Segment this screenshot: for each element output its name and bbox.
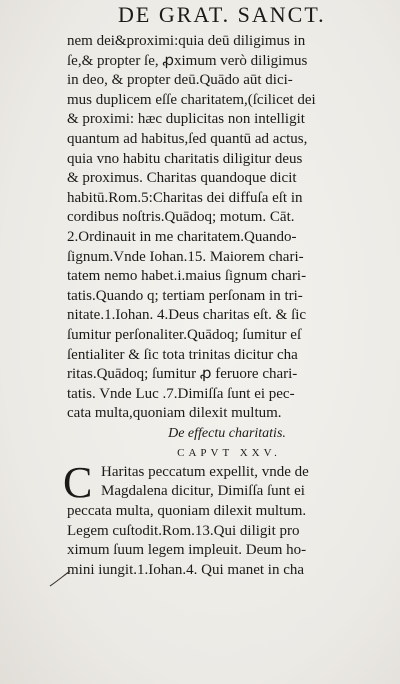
body-line: ſentialiter & ſic tota trinitas dicitur cha	[67, 346, 298, 363]
section-heading: De effectu charitatis.	[168, 425, 286, 441]
body-line: ſumitur perſonaliter.Quādoq; ſumitur eſ	[67, 326, 302, 343]
body-line: quantum ad habitus,ſed quantū ad actus,	[67, 130, 308, 147]
body-line: ritas.Quādoq; ſumitur ꝓ feruore chari-	[67, 366, 298, 383]
body-line: ſignum.Vnde Iohan.15. Maiorem chari-	[67, 248, 304, 265]
chapter-paragraph	[63, 457, 379, 581]
chapter-line: mini iungit.1.Iohan.4. Qui manet in cha	[67, 561, 305, 578]
margin-pen-mark-icon	[48, 568, 72, 588]
drop-capital: C	[63, 457, 93, 507]
body-line: ſe,& propter ſe, ꝓximum verò diligimus	[67, 52, 308, 69]
body-line: & proximi: hæc duplicitas non intelligit	[67, 111, 305, 128]
body-line: & proximus. Charitas quandoque dicit	[67, 170, 297, 187]
chapter-line: ximum ſuum legem impleuit. Deum ho-	[67, 542, 307, 559]
chapter-heading: CAPVT XXV.	[177, 446, 281, 459]
body-line: tatis.Quando q; tertiam perſonam in tri-	[67, 287, 303, 304]
body-line: cordibus noſtris.Quādoq; motum. Cāt.	[67, 209, 295, 226]
body-line: mus duplicem eſſe charitatem,(ſcilicet dei	[67, 91, 316, 108]
body-line: in deo, & propter deū.Quādo aūt dici-	[67, 72, 293, 89]
chapter-line: Legem cuſtodit.Rom.13.Qui diligit pro	[67, 522, 300, 539]
body-line: tatis. Vnde Luc .7.Dimiſſa ſunt ei pec-	[67, 385, 295, 402]
body-line: quia vno habitu charitatis diligitur deus	[67, 150, 303, 167]
text-block	[63, 32, 379, 580]
running-head: DE GRAT. SANCT.	[118, 2, 326, 27]
body-line: tatem nemo habet.i.maius ſignum chari-	[67, 268, 307, 285]
chapter-line: peccata multa, quoniam dilexit multum.	[67, 503, 307, 520]
body-line: cata multa,quoniam dilexit multum.	[67, 405, 282, 422]
chapter-line: Haritas peccatum expellit, vnde de	[101, 463, 309, 480]
body-line: habitū.Rom.5:Charitas dei diffuſa eſt in	[67, 189, 303, 206]
body-line: 2.Ordinauit in me charitatem.Quando-	[67, 228, 297, 245]
chapter-line: Magdalena dicitur, Dimiſſa ſunt ei	[101, 483, 305, 500]
body-line: nem dei&proximi:quia deū diligimus in	[67, 33, 306, 49]
body-line: nitate.1.Iohan. 4.Deus charitas eſt. & ſic	[67, 307, 307, 324]
